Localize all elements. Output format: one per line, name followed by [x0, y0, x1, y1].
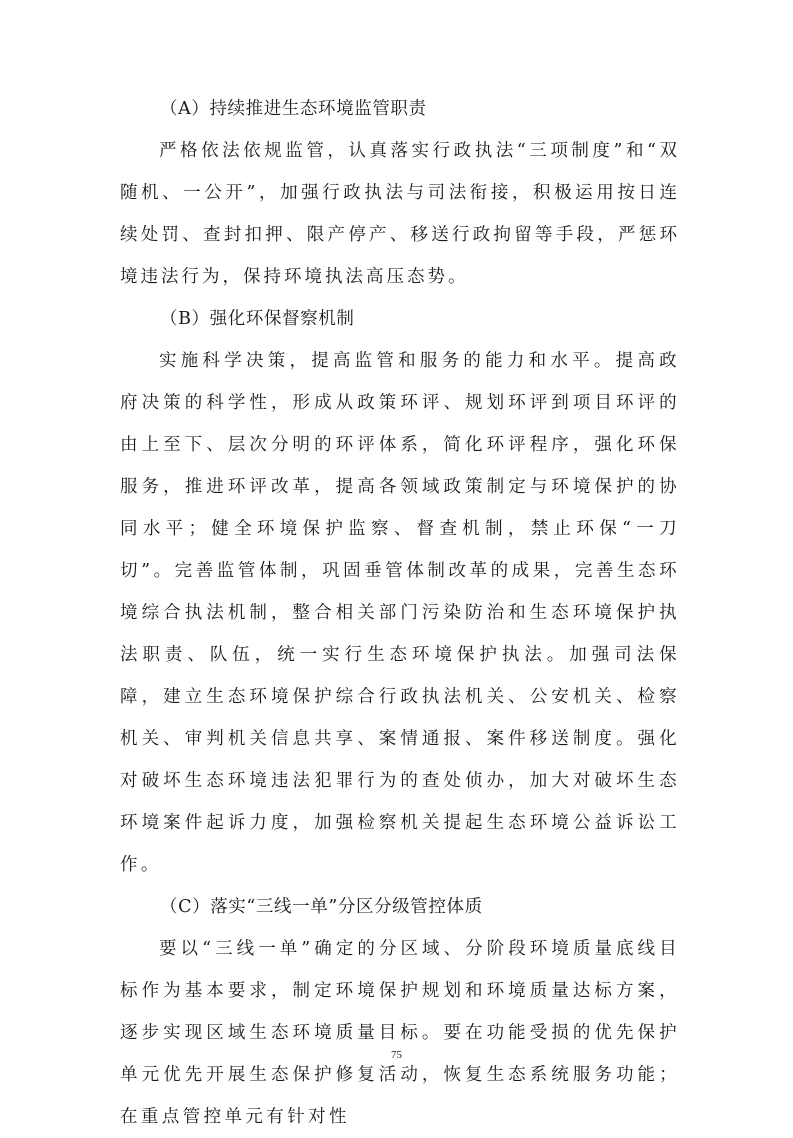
- document-body: [120, 88, 680, 1138]
- section-heading-c: （C）落实“三线一单”分区分级管控体质: [160, 897, 483, 917]
- page-number: 75: [391, 1049, 402, 1061]
- section-paragraph-a: 严格依法依规监管，认真落实行政执法“三项制度”和“双随机、一公开”，加强行政执法与司法衔接，积极运用按日连续处罚、查封扣押、限产停产、移送行政拘留等手段，严惩环境违法行为，保持环境执法高压态势。: [120, 141, 680, 287]
- section-heading-a: （A）持续推进生态环境监管职责: [160, 99, 427, 119]
- section-paragraph-b: 实施科学决策，提高监管和服务的能力和水平。提高政府决策的科学性，形成从政策环评、规划环评到项目环评的由上至下、层次分明的环评体系，简化环评程序，强化环保服务，推进环评改革，提高各领域政策制定与环境保护的协同水平；健全环境保护监察、督查机制，禁止环保“一刀切”。完善监管体制，巩固垂管体制改革的成果，完善生态环境综合执法机制，整合相关部门污染防治和生态环境保护执法职责、队伍，统一实行生态环境保护执法。加强司法保障，建立生态环境保护综合行政执法机关、公安机关、检察机关、审判机关信息共享、案情通报、案件移送制度。强化对破坏生态环境违法犯罪行为的查处侦办，加大对破坏生态环境案件起诉力度，加强检察机关提起生态环境公益诉讼工作。: [120, 351, 680, 875]
- section-heading-b: （B）强化环保督察机制: [160, 309, 355, 329]
- section-paragraph-c: 要以“三线一单”确定的分区域、分阶段环境质量底线目标作为基本要求，制定环境保护规划和环境质量达标方案，逐步实现区域生态环境质量目标。要在功能受损的优先保护单元优先开展生态保护修复活动，恢复生态系统服务功能；在重点管控单元有针对性: [120, 939, 680, 1127]
